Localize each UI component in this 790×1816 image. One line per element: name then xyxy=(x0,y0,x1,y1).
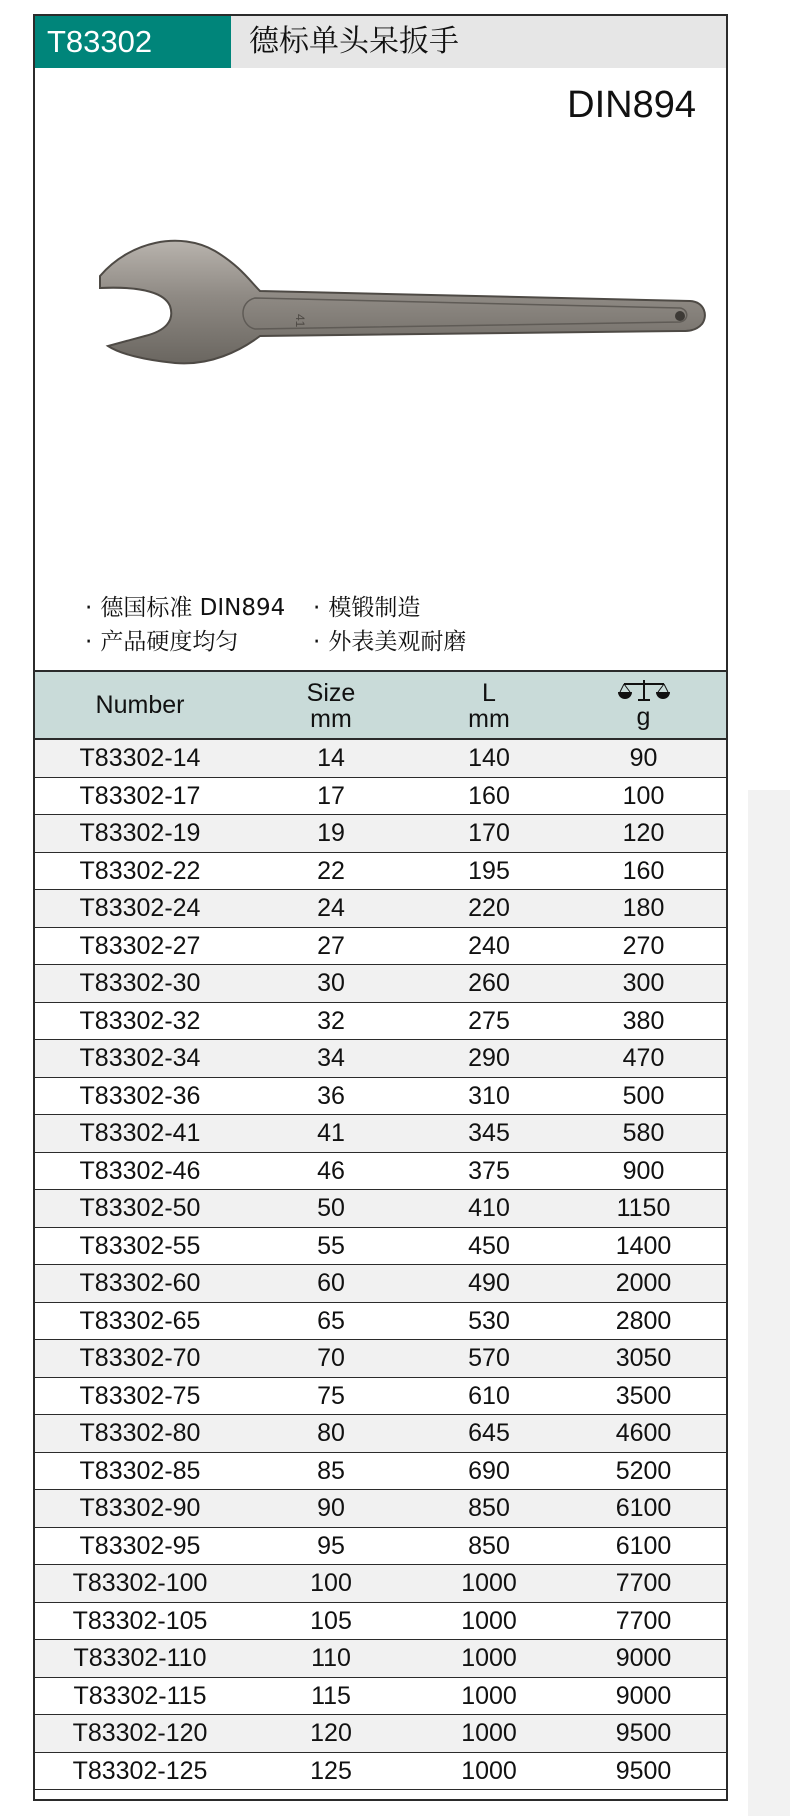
cell-number: T83302-19 xyxy=(79,819,201,847)
cell-number: T83302-95 xyxy=(79,1531,201,1560)
cell-weight: 9000 xyxy=(615,1681,672,1710)
cell-number: T83302-125 xyxy=(72,1756,208,1785)
cell-number: T83302-55 xyxy=(79,1231,201,1260)
cell-weight: 6100 xyxy=(615,1531,672,1560)
cell-size: 32 xyxy=(317,1006,345,1035)
cell-length: 570 xyxy=(468,1344,510,1372)
table-row xyxy=(35,1415,726,1453)
cell-weight: 1400 xyxy=(615,1231,672,1260)
cell-size: 100 xyxy=(310,1569,352,1597)
cell-length: 490 xyxy=(468,1269,510,1297)
cell-weight: 5200 xyxy=(615,1456,672,1485)
wrench-image xyxy=(90,236,730,436)
product-code: T83302 xyxy=(35,16,231,68)
cell-size: 80 xyxy=(317,1419,345,1447)
cell-length: 140 xyxy=(468,744,510,772)
cell-length: 1000 xyxy=(461,1606,517,1635)
table-row xyxy=(35,1603,726,1641)
cell-length: 275 xyxy=(468,1006,510,1035)
cell-length: 645 xyxy=(468,1419,510,1447)
table-row xyxy=(35,1153,726,1191)
cell-size: 22 xyxy=(317,856,345,885)
cell-weight: 1150 xyxy=(616,1194,671,1222)
cell-weight: 580 xyxy=(622,1119,665,1147)
cell-size: 90 xyxy=(317,1494,345,1522)
cell-size: 120 xyxy=(310,1719,352,1747)
feature-item: · 产品硬度均匀 xyxy=(85,629,239,655)
table-row xyxy=(35,1115,726,1153)
table-row xyxy=(35,1753,726,1791)
table-row xyxy=(35,890,726,928)
cell-number: T83302-115 xyxy=(73,1681,207,1710)
cell-size: 110 xyxy=(311,1644,351,1672)
cell-length: 160 xyxy=(468,781,510,810)
cell-size: 41 xyxy=(317,1119,345,1147)
table-row xyxy=(35,965,726,1003)
cell-number: T83302-80 xyxy=(79,1419,201,1447)
cell-size: 85 xyxy=(317,1456,345,1485)
table-row xyxy=(35,1040,726,1078)
cell-length: 1000 xyxy=(461,1719,517,1747)
cell-weight: 300 xyxy=(622,969,665,997)
cell-size: 27 xyxy=(317,931,345,960)
cell-size: 55 xyxy=(317,1231,345,1260)
cell-length: 1000 xyxy=(461,1756,517,1785)
cell-weight: 3050 xyxy=(615,1344,672,1372)
table-row xyxy=(35,1490,726,1528)
cell-weight: 6100 xyxy=(615,1494,672,1522)
cell-number: T83302-30 xyxy=(79,969,201,997)
table-row xyxy=(35,1265,726,1303)
cell-length: 260 xyxy=(468,969,510,997)
cell-number: T83302-90 xyxy=(79,1494,201,1522)
cell-number: T83302-14 xyxy=(79,744,201,772)
cell-number: T83302-27 xyxy=(79,931,201,960)
spec-table-body xyxy=(35,740,726,1790)
cell-size: 34 xyxy=(317,1044,345,1072)
cell-weight: 100 xyxy=(622,781,665,810)
cell-length: 345 xyxy=(468,1119,510,1147)
cell-weight: 90 xyxy=(629,744,658,772)
cell-size: 17 xyxy=(317,781,345,810)
cell-weight: 3500 xyxy=(615,1381,672,1410)
cell-weight: 2000 xyxy=(615,1269,672,1297)
cell-length: 220 xyxy=(468,894,510,922)
table-row xyxy=(35,853,726,891)
table-row xyxy=(35,1190,726,1228)
cell-weight: 9000 xyxy=(615,1644,672,1672)
table-row xyxy=(35,928,726,966)
cell-length: 450 xyxy=(468,1231,510,1260)
side-strip xyxy=(748,790,790,1816)
product-title: 德标单头呆扳手 xyxy=(231,16,726,68)
cell-number: T83302-65 xyxy=(79,1306,201,1335)
product-header xyxy=(35,16,726,68)
feature-item: · 德国标准 DIN894 xyxy=(85,595,286,621)
cell-size: 19 xyxy=(317,819,345,847)
cell-size: 36 xyxy=(317,1081,345,1110)
cell-length: 240 xyxy=(468,931,510,960)
cell-length: 1000 xyxy=(461,1569,517,1597)
cell-number: T83302-50 xyxy=(79,1194,201,1222)
cell-length: 375 xyxy=(468,1156,510,1185)
cell-length: 310 xyxy=(468,1081,510,1110)
table-row xyxy=(35,1453,726,1491)
table-header xyxy=(35,670,726,740)
cell-number: T83302-85 xyxy=(79,1456,201,1485)
table-row xyxy=(35,1715,726,1753)
svg-text:41: 41 xyxy=(293,314,307,328)
scale-icon xyxy=(618,678,670,704)
cell-length: 290 xyxy=(468,1044,510,1072)
cell-number: T83302-100 xyxy=(72,1569,208,1597)
cell-length: 690 xyxy=(468,1456,510,1485)
cell-size: 125 xyxy=(310,1756,352,1785)
cell-size: 46 xyxy=(317,1156,345,1185)
cell-weight: 180 xyxy=(622,894,665,922)
table-row xyxy=(35,1003,726,1041)
column-header-weight: g xyxy=(561,672,726,738)
cell-length: 1000 xyxy=(461,1681,517,1710)
cell-size: 60 xyxy=(317,1269,345,1297)
table-row xyxy=(35,1565,726,1603)
cell-size: 95 xyxy=(317,1531,345,1560)
cell-number: T83302-17 xyxy=(79,781,201,810)
cell-length: 1000 xyxy=(461,1644,517,1672)
cell-weight: 160 xyxy=(622,856,665,885)
cell-weight: 380 xyxy=(622,1006,665,1035)
column-header-length: L mm xyxy=(468,679,510,733)
cell-size: 14 xyxy=(317,744,345,772)
table-row xyxy=(35,740,726,778)
product-card xyxy=(33,14,728,1801)
cell-number: T83302-60 xyxy=(79,1269,201,1297)
cell-length: 530 xyxy=(468,1306,510,1335)
standard-label: DIN894 xyxy=(567,84,696,126)
cell-length: 195 xyxy=(468,856,510,885)
cell-length: 610 xyxy=(468,1381,510,1410)
cell-size: 105 xyxy=(310,1606,352,1635)
cell-number: T83302-120 xyxy=(72,1719,208,1747)
table-row xyxy=(35,1640,726,1678)
column-header-number: Number xyxy=(95,691,185,719)
cell-length: 170 xyxy=(468,819,510,847)
feature-item: · 外表美观耐磨 xyxy=(313,629,467,655)
cell-size: 30 xyxy=(317,969,345,997)
table-row xyxy=(35,1228,726,1266)
cell-size: 65 xyxy=(317,1306,345,1335)
cell-size: 115 xyxy=(311,1681,351,1710)
cell-number: T83302-36 xyxy=(79,1081,201,1110)
cell-weight: 500 xyxy=(622,1081,665,1110)
cell-weight: 4600 xyxy=(615,1419,672,1447)
cell-weight: 270 xyxy=(622,931,665,960)
cell-number: T83302-41 xyxy=(79,1119,201,1147)
feature-item: · 模锻制造 xyxy=(313,595,421,621)
cell-number: T83302-24 xyxy=(79,894,201,922)
cell-size: 75 xyxy=(317,1381,345,1410)
cell-number: T83302-75 xyxy=(79,1381,201,1410)
cell-number: T83302-70 xyxy=(79,1344,201,1372)
table-row xyxy=(35,1340,726,1378)
table-row xyxy=(35,1528,726,1566)
cell-weight: 470 xyxy=(622,1044,665,1072)
table-row xyxy=(35,778,726,816)
cell-number: T83302-22 xyxy=(79,856,201,885)
cell-number: T83302-110 xyxy=(73,1644,207,1672)
cell-number: T83302-105 xyxy=(72,1606,208,1635)
cell-length: 850 xyxy=(468,1494,510,1522)
cell-length: 850 xyxy=(468,1531,510,1560)
cell-weight: 9500 xyxy=(615,1756,672,1785)
column-header-size: Size mm xyxy=(306,679,356,733)
cell-number: T83302-32 xyxy=(79,1006,201,1035)
table-row xyxy=(35,1678,726,1716)
cell-weight: 9500 xyxy=(615,1719,672,1747)
cell-weight: 7700 xyxy=(615,1606,672,1635)
cell-weight: 7700 xyxy=(615,1569,672,1597)
table-row xyxy=(35,815,726,853)
cell-number: T83302-34 xyxy=(79,1044,201,1072)
cell-size: 24 xyxy=(317,894,345,922)
cell-weight: 120 xyxy=(622,819,665,847)
table-row xyxy=(35,1303,726,1341)
cell-weight: 2800 xyxy=(615,1306,672,1335)
table-row xyxy=(35,1378,726,1416)
cell-size: 70 xyxy=(317,1344,345,1372)
cell-number: T83302-46 xyxy=(79,1156,201,1185)
cell-size: 50 xyxy=(317,1194,345,1222)
cell-weight: 900 xyxy=(622,1156,665,1185)
cell-length: 410 xyxy=(468,1194,510,1222)
table-row xyxy=(35,1078,726,1116)
